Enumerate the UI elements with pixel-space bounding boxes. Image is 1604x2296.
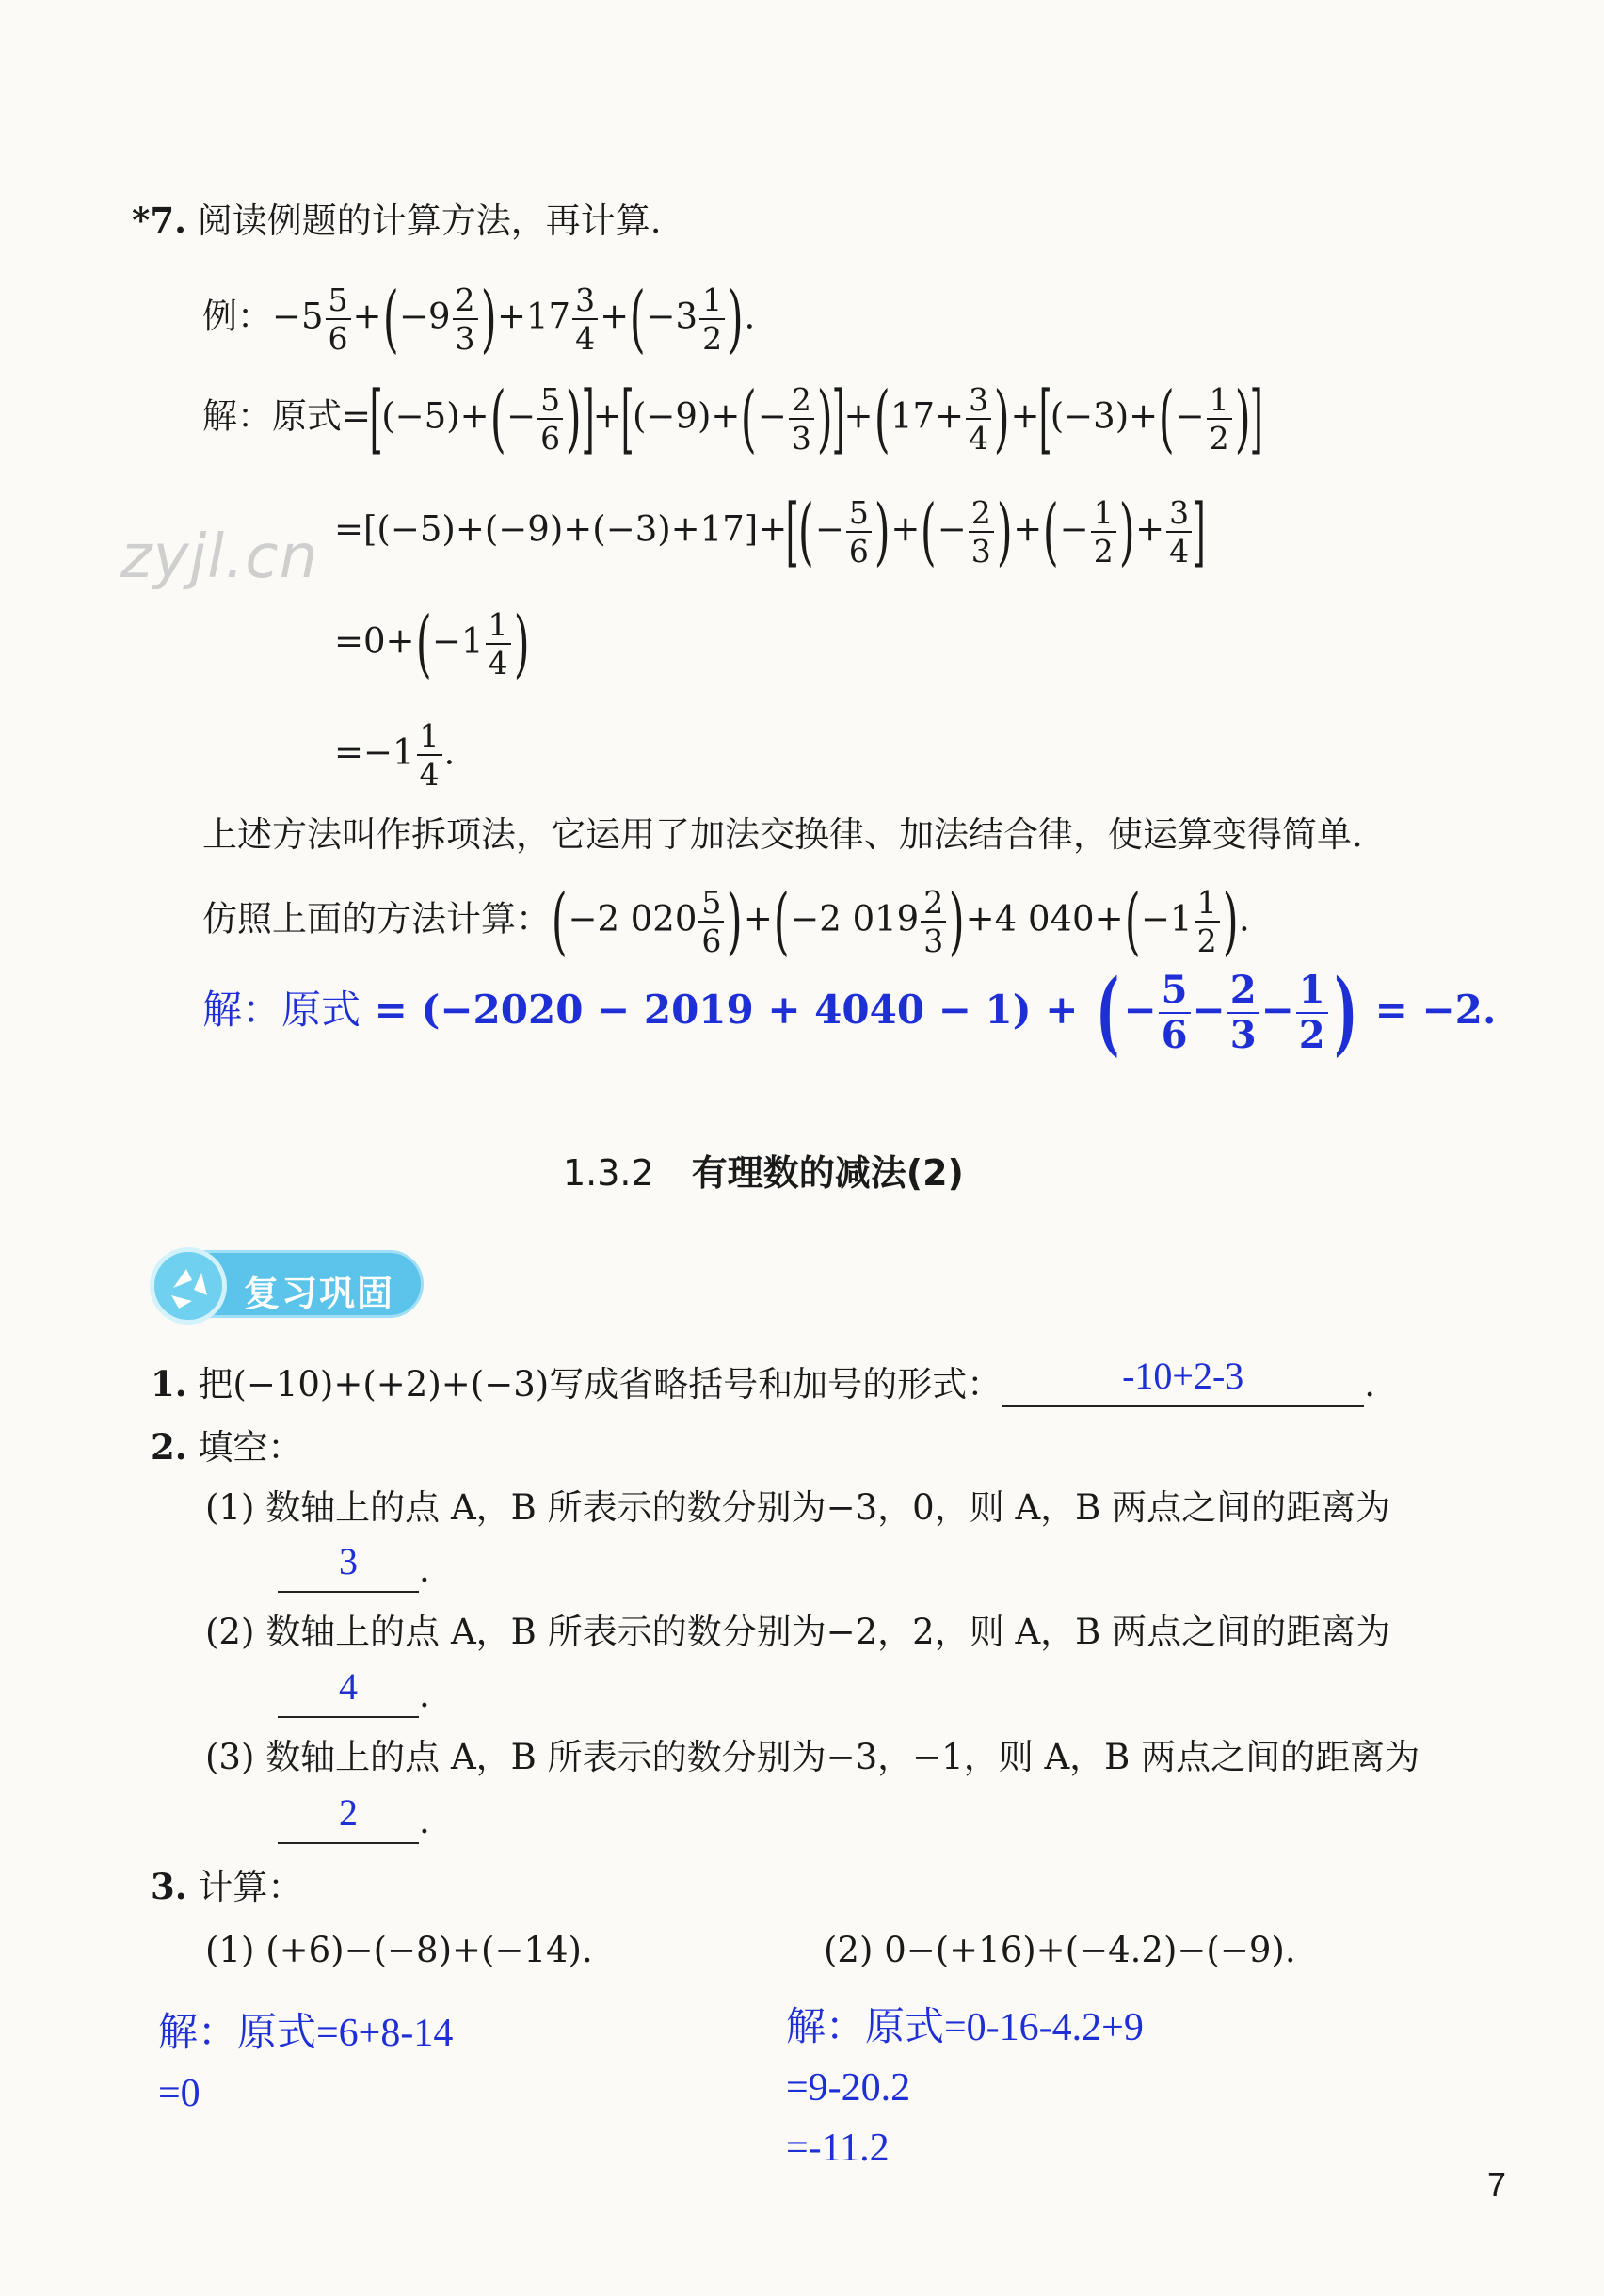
review-banner <box>151 1250 424 1318</box>
q7-solution-line2: =[(−5)+(−9)+(−3)+17]+[(− $\frac{5}{6}$ )+(− $\frac{2}{3}$ )+(− $\frac{1}{2}$ )+ $\frac{3}{4}$ ] <box>334 488 1206 575</box>
q2-item-2-answer: 4 <box>339 1665 358 1708</box>
q7-example: 例：−5 $\frac{5}{6}$ +(−9 $\frac{2}{3}$ )+17 $\frac{3}{4}$ +(−3 $\frac{1}{2}$ ). <box>202 277 756 361</box>
q2-item-1 <box>205 1487 1390 1529</box>
q2-item-text: 数轴上的点 A，B 所表示的数分别为−3，−1，则 A，B 两点之间的距离为 <box>265 1737 1420 1777</box>
q7-answer-result: = −2. <box>1374 987 1497 1033</box>
q3-part-2-line: =9-20.2 <box>786 2066 911 2110</box>
q7-task: 仿照上面的方法计算：(−2 020 $\frac{5}{6}$ )+(−2 019 $\frac{2}{3}$ )+4 040+(−1 $\frac{1}{2}$ ). <box>202 879 1250 964</box>
q2-item-2-blank <box>278 1665 419 1718</box>
section-number: 1.3.2 <box>563 1152 654 1194</box>
q7-solution-label: 解：原式 <box>202 395 342 437</box>
q1-answer: -10+2-3 <box>1122 1355 1244 1397</box>
review-banner-label: 复习巩固 <box>244 1273 395 1314</box>
q3-part-2-solution <box>786 1998 1144 2178</box>
q2-title: 填空： <box>198 1427 303 1468</box>
q2-item-1-answer: 3 <box>339 1540 358 1582</box>
q1-number: 1. <box>151 1363 187 1405</box>
q2-item-1-blank <box>278 1540 419 1593</box>
review-logo-icon <box>150 1247 227 1325</box>
q2-item-3-blank <box>278 1791 419 1844</box>
q2-item-3-answer-line: 2 . <box>278 1800 430 1844</box>
q3-part-2-line: 解：原式=0-16-4.2+9 <box>786 2006 1144 2049</box>
q7-answer: 解：原式 = (−2020 − 2019 + 4040 − 1) + ( − $\frac{5}{6}$ − $\frac{2}{3}$ − $\frac{1}{2}$ ) = −2. <box>202 959 1497 1066</box>
q7-solution-line3: =0+(−1 $\frac{1}{4}$ ) <box>334 602 530 686</box>
q7-answer-label: 解：原式 <box>202 987 361 1033</box>
q3-number: 3. <box>151 1866 187 1907</box>
watermark: zyjl.cn <box>120 522 319 592</box>
section-title <box>563 1144 964 1196</box>
q2-number: 2. <box>151 1426 187 1468</box>
q7-task-label: 仿照上面的方法计算： <box>202 898 551 939</box>
q3-part-2 <box>824 1930 1296 1971</box>
q1-answer-blank <box>1002 1355 1364 1407</box>
q7-number: *7. <box>132 200 186 241</box>
q3-part-1-label: (1) <box>205 1930 255 1970</box>
q1-text: 把(−10)+(+2)+(−3)写成省略括号和加号的形式： <box>198 1364 1002 1405</box>
section-name: 有理数的减法(2) <box>691 1152 964 1194</box>
q3-part-1-line: =0 <box>158 2072 200 2115</box>
q3-part-1-solution <box>158 2003 453 2124</box>
q2-item-text: 数轴上的点 A，B 所表示的数分别为−3，0，则 A，B 两点之间的距离为 <box>265 1487 1391 1528</box>
q7-answer-main: = (−2020 − 2019 + 4040 − 1) + <box>374 987 1079 1033</box>
q2-item-text: 数轴上的点 A，B 所表示的数分别为−2，2，则 A，B 两点之间的距离为 <box>265 1612 1391 1652</box>
q2-item-2-answer-line: 4 . <box>278 1674 430 1718</box>
q2-item-label: (3) <box>205 1737 255 1777</box>
q7-solution-line1: 解：原式=[(−5)+(− $\frac{5}{6}$ )]+[(−9)+(− $\frac{2}{3}$ )]+(17+ $\frac{3}{4}$ )+[(−3)+(− $\frac{1}{2}$ )] <box>202 375 1263 462</box>
q2-item-3 <box>205 1737 1420 1778</box>
q2-item-3-answer: 2 <box>339 1791 358 1834</box>
page-number: 7 <box>1487 2165 1507 2204</box>
q2-item-1-answer-line: 3 . <box>278 1549 430 1593</box>
q3-part-2-line: =-11.2 <box>786 2127 890 2170</box>
q3-part-1-line: 解：原式=6+8-14 <box>158 2012 454 2055</box>
q7-prompt: 阅读例题的计算方法，再计算. <box>197 201 662 241</box>
q3-part-2-label: (2) <box>824 1930 874 1970</box>
q3-part-1-expr: (+6)−(−8)+(−14). <box>265 1930 593 1970</box>
q1: 1. 把(−10)+(+2)+(−3)写成省略括号和加号的形式： -10+2-3 . <box>151 1363 1375 1407</box>
q2-item-label: (2) <box>205 1612 255 1652</box>
q3-header <box>151 1866 302 1908</box>
q2-item-label: (1) <box>205 1487 255 1528</box>
q2-item-2 <box>205 1612 1390 1653</box>
q3-part-2-expr: 0−(+16)+(−4.2)−(−9). <box>884 1930 1296 1970</box>
q7-example-label: 例： <box>202 296 272 337</box>
q7-summary: 上述方法叫作拆项法，它运用了加法交换律、加法结合律，使运算变得简单. <box>202 814 1363 855</box>
q7-solution-line4: =−1 $\frac{1}{4}$ . <box>334 717 456 793</box>
q2-header <box>151 1426 302 1469</box>
q7-header <box>132 200 662 242</box>
q3-part-1 <box>205 1930 593 1971</box>
q3-title: 计算： <box>198 1867 303 1907</box>
